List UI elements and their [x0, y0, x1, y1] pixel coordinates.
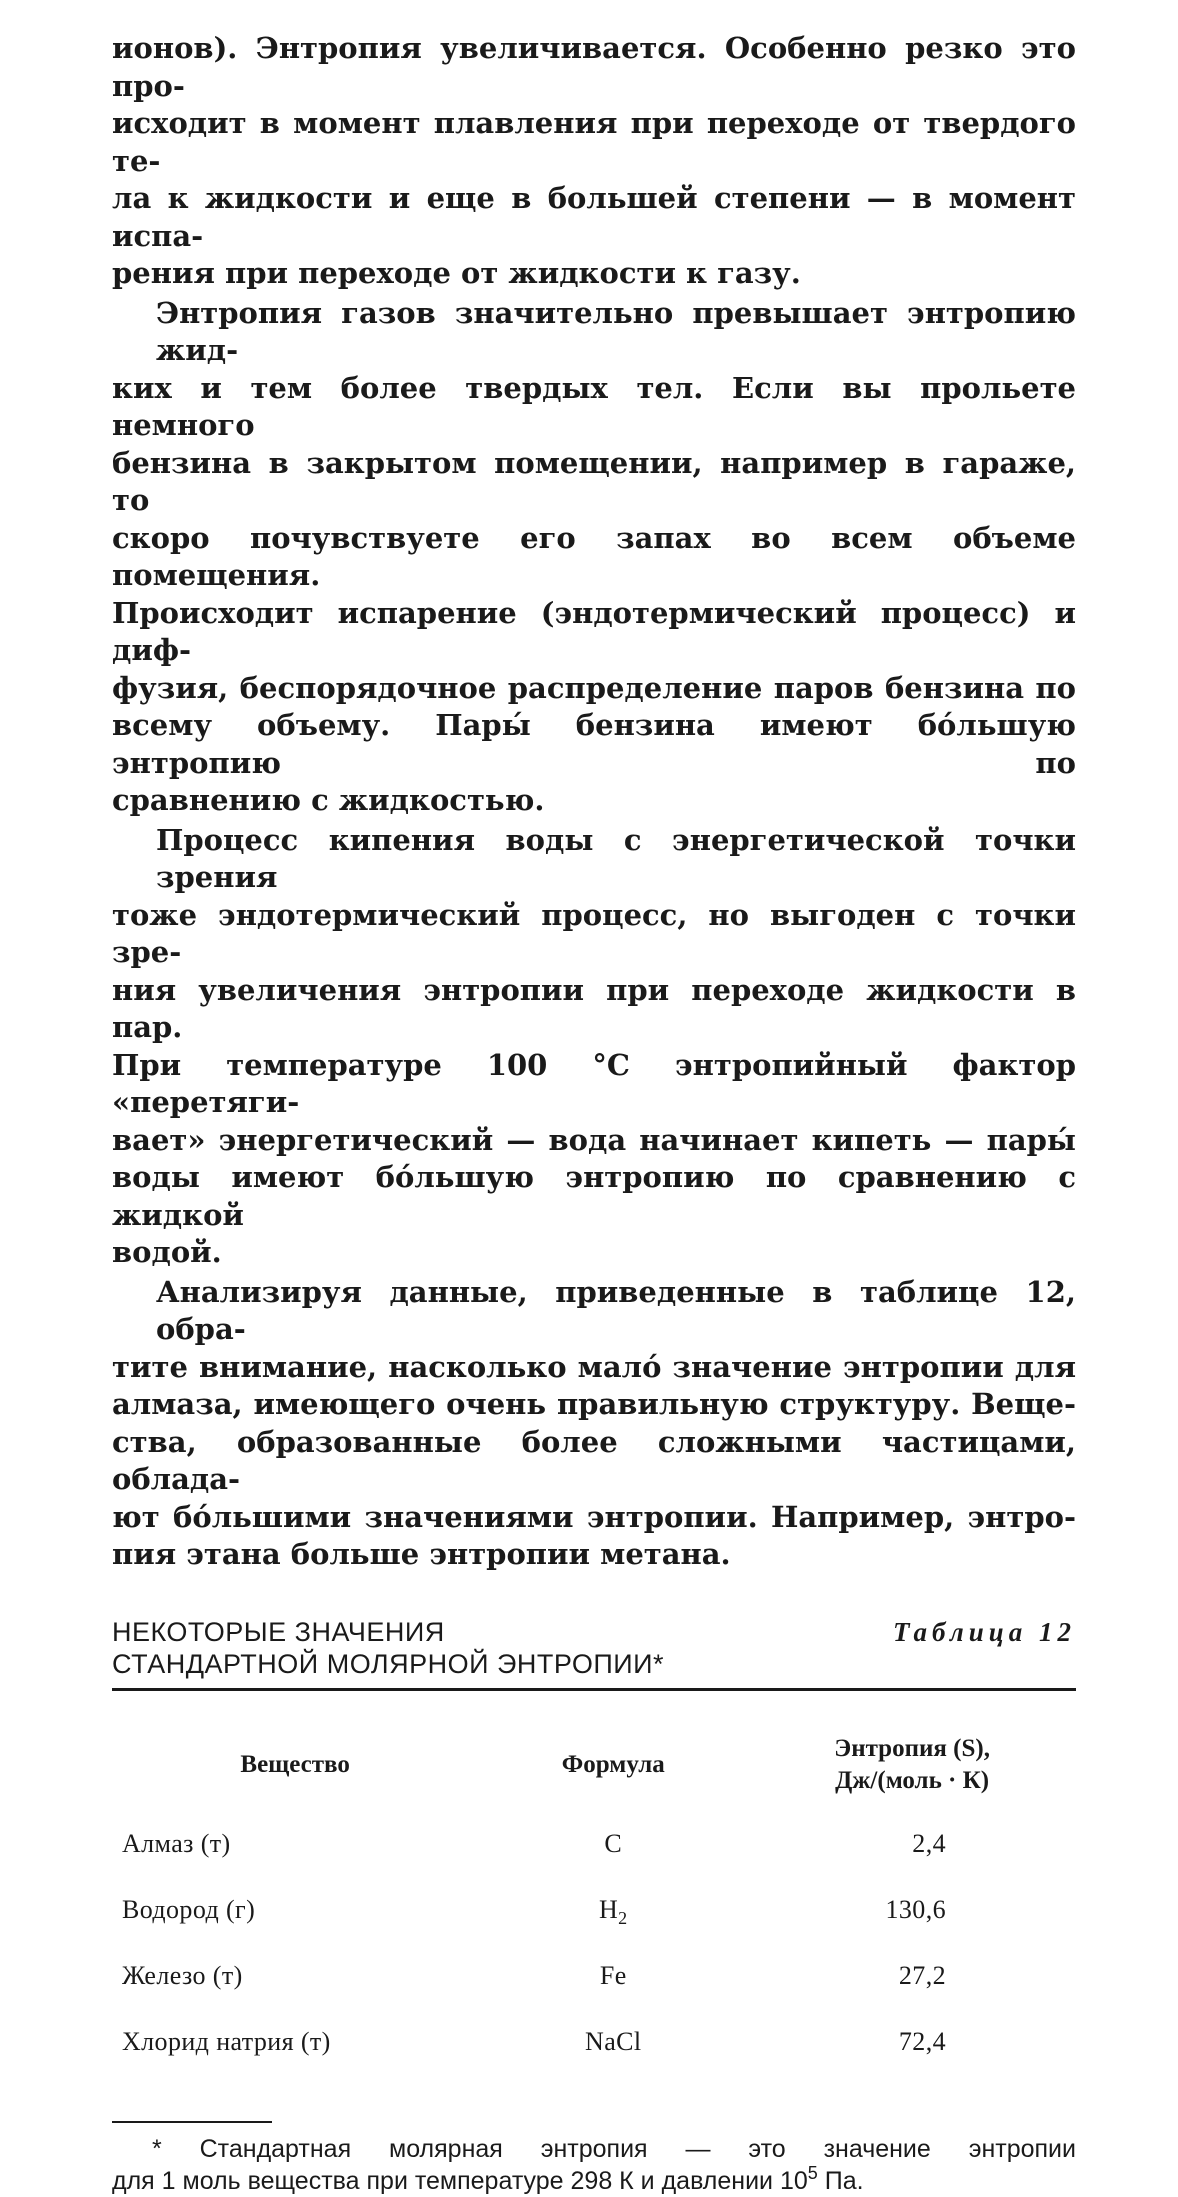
- footnote-line-1: * Стандартная молярная энтропия — это значение энтропии: [152, 2134, 1076, 2163]
- footnote: [112, 2133, 1076, 2197]
- footnote-text: для 1 моль вещества при температуре 298 К и давлении 10: [112, 2166, 808, 2195]
- text-line: ства, образованные более сложными частицами, облада-: [112, 1424, 1076, 1496]
- column-header-formula: Формула: [561, 1750, 665, 1778]
- cell-entropy: 27,2: [898, 1960, 946, 1990]
- paragraph-2: [112, 295, 1076, 820]
- text-line: фузия, беспорядочное распределение паров бензина по: [112, 670, 1076, 705]
- table-number-label: Таблица 12: [893, 1616, 1076, 1647]
- text-line: ла к жидкости и еще в большей степени — в момент испа-: [112, 181, 1076, 253]
- formula-base: NaCl: [585, 2026, 642, 2056]
- text-line: пия этана больше энтропии метана.: [112, 1537, 731, 1571]
- cell-substance: Алмаз (т): [122, 1828, 231, 1858]
- cell-formula: [478, 1943, 748, 2009]
- footnote-rule: [112, 2121, 272, 2123]
- table-title-line-1: НЕКОТОРЫЕ ЗНАЧЕНИЯ: [112, 1616, 445, 1647]
- text-line: сравнению с жидкостью.: [112, 783, 545, 817]
- text-line: тите внимание, насколько мало́ значение энтропии для: [112, 1349, 1076, 1384]
- cell-substance: Железо (т): [122, 1960, 243, 1990]
- cell-entropy: 2,4: [912, 1828, 946, 1858]
- entropy-header-line-2: Дж/(моль · К): [835, 1766, 990, 1794]
- text-line: всему объему. Пары́ бензина имеют бо́льшую энтропию по: [112, 708, 1076, 780]
- cell-formula: [478, 2009, 748, 2075]
- text-line: тоже эндотермический процесс, но выгоден с точки зре-: [112, 897, 1076, 969]
- text-line: вает» энергетический — вода начинает кипеть — пары́: [112, 1122, 1076, 1157]
- text-line: Происходит испарение (эндотермический процесс) и диф-: [112, 595, 1076, 667]
- table-header-row: [112, 1733, 1076, 1811]
- paragraph-4: [112, 1274, 1076, 1574]
- paragraph-1: [112, 30, 1076, 293]
- text-line: воды имеют бо́льшую энтропию по сравнению с жидкой: [112, 1160, 1076, 1232]
- table-row: [112, 1943, 1076, 2009]
- paragraph-3: [112, 822, 1076, 1272]
- cell-formula: [478, 1811, 748, 1877]
- cell-substance: Водород (г): [122, 1894, 256, 1924]
- text-line: При температуре 100 °C энтропийный фактор «перетяги-: [112, 1047, 1076, 1119]
- text-line: водой.: [112, 1235, 222, 1269]
- text-line: ионов). Энтропия увеличивается. Особенно резко это про-: [112, 31, 1076, 103]
- entropy-header-line-1: Энтропия (S),: [834, 1734, 990, 1762]
- text-line: алмаза, имеющего очень правильную структуру. Веще-: [112, 1387, 1076, 1421]
- table-row: [112, 1811, 1076, 1877]
- cell-entropy: 130,6: [885, 1894, 946, 1924]
- cell-formula: [478, 1877, 748, 1943]
- page: [112, 30, 1076, 2197]
- column-header-substance: Вещество: [240, 1750, 350, 1778]
- formula-base: H: [598, 1894, 619, 1924]
- table-top-rule: [112, 1688, 1076, 1691]
- text-line: рения при переходе от жидкости к газу.: [112, 256, 801, 290]
- text-line: исходит в момент плавления при переходе от твердого те-: [112, 106, 1076, 178]
- table-row: [112, 2009, 1076, 2075]
- formula-base: Fe: [599, 1960, 627, 1990]
- cell-entropy: 72,4: [898, 2026, 946, 2056]
- footnote-exponent: 5: [807, 2162, 818, 2183]
- entropy-table: [112, 1733, 1076, 2075]
- text-line: Анализируя данные, приведенные в таблице 12, обра-: [156, 1274, 1076, 1346]
- body-text: [112, 30, 1076, 1574]
- table-row: [112, 1877, 1076, 1943]
- text-line: скоро почувствуете его запах во всем объеме помещения.: [112, 520, 1076, 592]
- formula-subscript: 2: [618, 1907, 628, 1928]
- text-line: ют бо́льшими значениями энтропии. Например, энтро-: [112, 1499, 1076, 1534]
- footnote-unit: Па.: [817, 2166, 864, 2195]
- text-line: ния увеличения энтропии при переходе жидкости в пар.: [112, 972, 1076, 1044]
- table-title-line-2: СТАНДАРТНОЙ МОЛЯРНОЙ ЭНТРОПИИ*: [112, 1648, 665, 1679]
- formula-base: C: [604, 1828, 623, 1858]
- column-header-entropy: [748, 1733, 1076, 1811]
- footnote-line-2: [112, 2162, 1076, 2197]
- cell-substance: Хлорид натрия (т): [122, 2026, 331, 2056]
- table-caption: [112, 1616, 1076, 1680]
- text-line: бензина в закрытом помещении, например в гараже, то: [112, 445, 1076, 517]
- text-line: Процесс кипения воды с энергетической точки зрения: [156, 822, 1076, 894]
- text-line: ких и тем более твердых тел. Если вы прольете немного: [112, 370, 1076, 442]
- text-line: Энтропия газов значительно превышает энтропию жид-: [156, 295, 1076, 367]
